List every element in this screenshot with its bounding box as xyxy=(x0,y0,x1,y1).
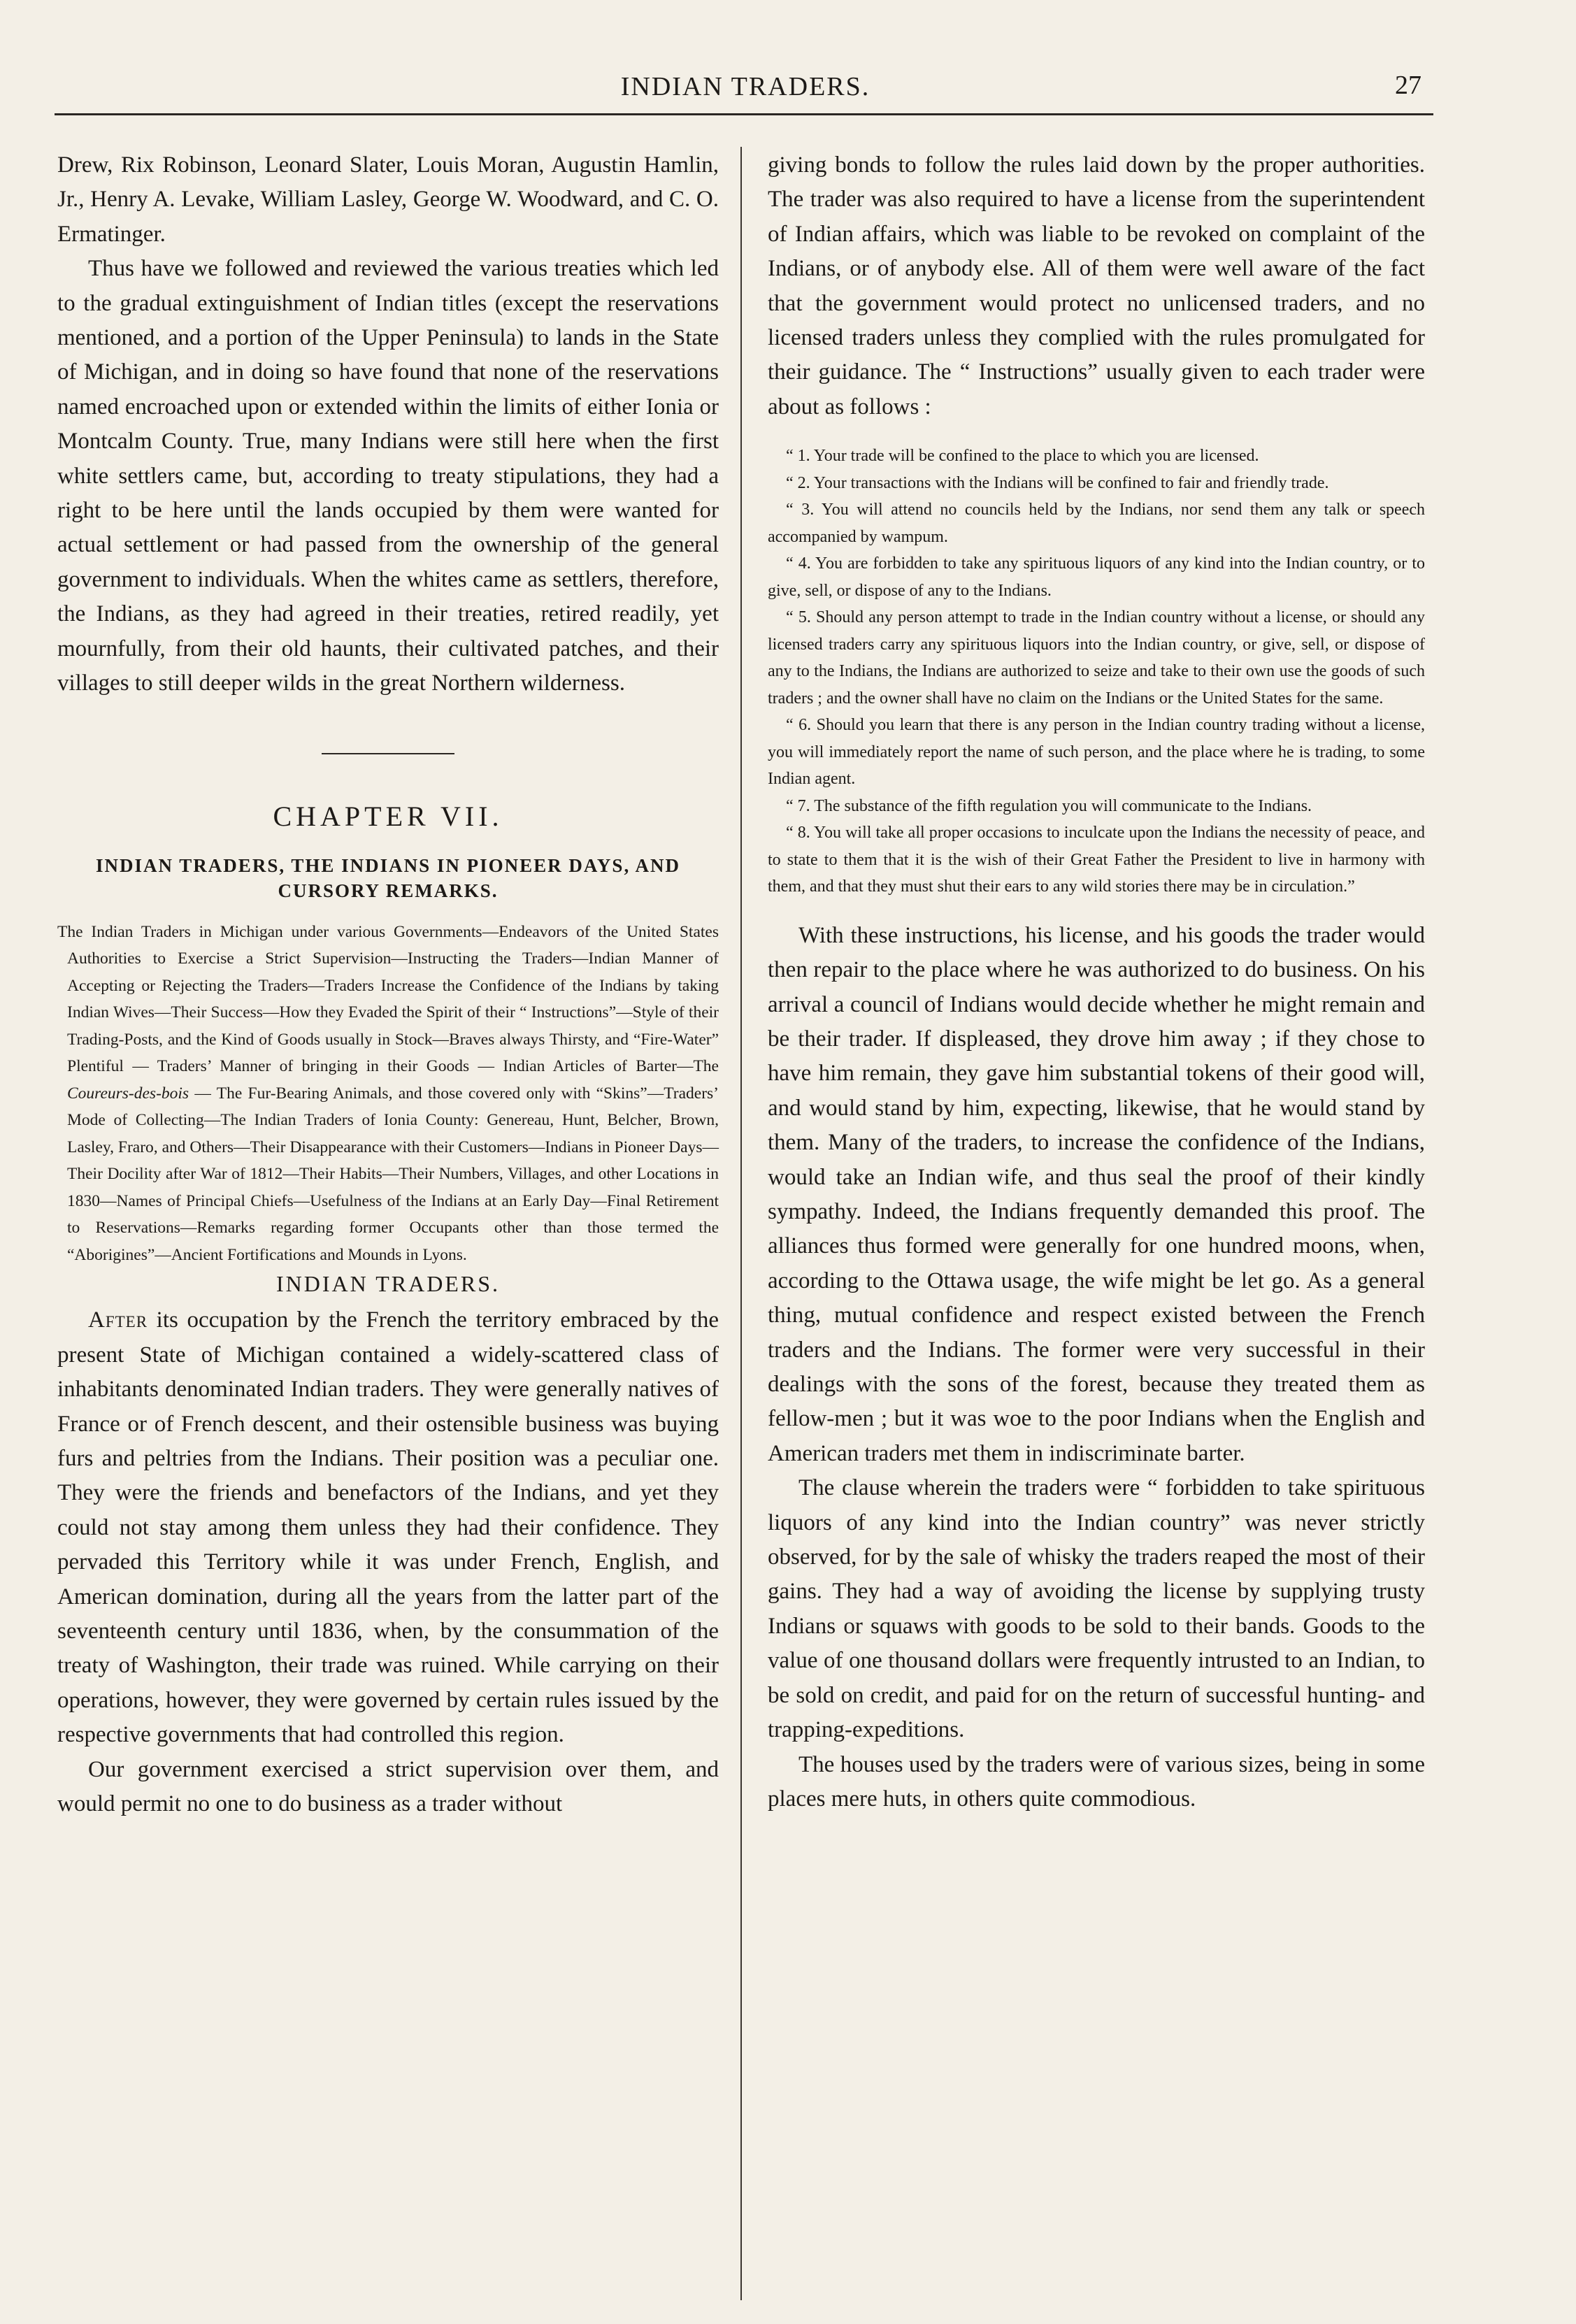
instruction-item: “ 7. The substance of the fifth regulation you will communicate to the Indians. xyxy=(786,796,1312,815)
instruction-item: “ 3. You will attend no councils held by the Indians, nor send them any talk or speech accompanied by wampum. xyxy=(768,501,1425,546)
paragraph-names-continued: Drew, Rix Robinson, Leonard Slater, Louis Moran, Augustin Hamlin, Jr., Henry A. Levake, William Lasley, George W. Woodward, and C. O. Ermatinger. xyxy=(57,152,719,247)
instruction-item: “ 5. Should any person attempt to trade in the Indian country without a license, or should any licensed traders carry any spirituous liquors into the Indian country, or give, sell, or dispose of any to the Indians, the Indians are authorized to seize and take to their own use the goods of such traders ; and the owner shall have no claim on the Indians or the United States for the same. xyxy=(768,608,1425,708)
page-number: 27 xyxy=(1395,71,1421,100)
left-column xyxy=(57,148,719,1822)
chapter-synopsis xyxy=(57,919,719,1269)
paragraph-supervision: Our government exercised a strict supervision over them, and would permit no one to do business as a trader without xyxy=(57,1756,719,1817)
instruction-item: “ 4. You are forbidden to take any spirituous liquors of any kind into the Indian country, or to give, sell, or dispose of any to the Indians. xyxy=(768,554,1425,600)
paragraph-body: its occupation by the French the territory embraced by the present State of Michigan contained a widely-scattered class of inhabitants denominated Indian traders. They were generally natives of France or of French descent, and their ostensible business was buying furs and peltries from the Indians. Their position was a peculiar one. They were the friends and benefactors of the Indians, and yet they could not stay among them unless they had their confidence. They pervaded this Territory while it was under French, English, and American domination, during all the years from the latter part of the seventeenth century until 1836, when, by the consummation of the treaty of Washington, their trade was ruined. While carrying on their operations, however, they were governed by certain rules issued by the respective governments that had controlled this region. xyxy=(57,1307,719,1748)
running-head: INDIAN TRADERS. xyxy=(620,72,871,101)
synopsis-italic-term: Coureurs-des-bois xyxy=(67,1084,189,1103)
paragraph-houses: The houses used by the traders were of various sizes, being in some places mere huts, in others quite commodious. xyxy=(768,1751,1425,1812)
instruction-item: “ 6. Should you learn that there is any person in the Indian country trading without a license, you will immediately report the name of such person, and the place where he is trading, to some Indian agent. xyxy=(768,716,1425,789)
paragraph-clause: The clause wherein the traders were “ forbidden to take spirituous liquors of any kind into the Indian country” was never strictly observed, for by the sale of whisky the traders reaped the most of their gains. They had a way of avoiding the license by supplying trusty Indians or squaws with goods to be sold to their bands. Goods to the value of one thousand dollars were frequently intrusted to an Indian, to be sold on credit, and paid for on the return of successful hunting- and trapping-expeditions. xyxy=(768,1475,1425,1743)
paragraph-treaties: Thus have we followed and reviewed the various treaties which led to the gradual extinguishment of Indian titles (except the reservations mentioned, and a portion of the Upper Peninsula) to lands in the State of Michigan, and in doing so have found that none of the reservations named encroached upon or extended within the limits of either Ionia or Montcalm County. True, many Indians were still here when the first white settlers came, but, according to treaty stipulations, they had a right to be here until the lands occupied by them were wanted for actual settlement or had passed from the ownership of the general government to individuals. When the whites came as settlers, therefore, the Indians, as they had agreed in their treaties, retired readily, yet mournfully, from their old haunts, their cultivated patches, and their villages to still deeper wilds in the great Northern wilderness. xyxy=(57,256,719,696)
synopsis-part-b: — The Fur-Bearing Animals, and those covered only with “Skins”—Traders’ Mode of Collecting—The Indian Traders of Ionia County: Genereau, Hunt, Belcher, Brown, Lasley, Fraro, and Others—Their Disappearance with their Customers—Indians in Pioneer Days—Their Docility after War of 1812—Their Habits—Their Numbers, Villages, and other Locations in 1830—Names of Principal Chiefs—Usefulness of the Indians at an Early Day—Final Retirement to Reservations—Remarks regarding former Occupants other than those termed the “Aborigines”—Ancient Fortifications and Mounds in Lyons. xyxy=(67,1084,719,1264)
paragraph-after-occupation xyxy=(57,1303,719,1752)
chapter-title: CHAPTER VII. xyxy=(273,800,503,832)
lead-word: After xyxy=(88,1307,148,1333)
synopsis-part-a: The Indian Traders in Michigan under various Governments—Endeavors of the United States Authorities to Exercise a Strict Supervision—Instructing the Traders—Indian Manner of Accepting or Rejecting the Traders—Traders Increase the Confidence of the Indians by taking Indian Wives—Their Success—How they Evaded the Spirit of their “ Instructions”—Style of their Trading-Posts, and the Kind of Goods usually in Stock—Braves always Thirsty, and “Fire-Water” Plentiful — Traders’ Manner of bringing in their Goods — Indian Articles of Barter—The xyxy=(57,922,719,1076)
instructions-list xyxy=(768,443,1425,901)
chapter-subtitle: INDIAN TRADERS, THE INDIANS IN PIONEER DAYS, AND CURSORY REMARKS. xyxy=(96,854,680,901)
column-divider xyxy=(740,147,742,2300)
section-rule xyxy=(322,753,454,754)
instruction-item: “ 8. You will take all proper occasions to inculcate upon the Indians the necessity of peace, and to state to them that it is the wish of their Great Father the President to live in harmony with them, and that they must shut their ears to any wild stories there may be in circulation.” xyxy=(768,824,1425,896)
paragraph-bonds: giving bonds to follow the rules laid down by the proper authorities. The trader was also required to have a license from the superintendent of Indian affairs, which was liable to be revoked on complaint of the Indians, or of anybody else. All of them were well aware of the fact that the government would protect no unlicensed traders, and no licensed traders unless they complied with the rules promulgated for their guidance. The “ Instructions” usually given to each trader were about as follows : xyxy=(768,152,1425,419)
right-column xyxy=(768,148,1425,1816)
section-heading: INDIAN TRADERS. xyxy=(276,1271,500,1297)
instruction-item: “ 2. Your transactions with the Indians will be confined to fair and friendly trade. xyxy=(786,473,1329,492)
instruction-item: “ 1. Your trade will be confined to the place to which you are licensed. xyxy=(786,447,1259,466)
paragraph-with-these: With these instructions, his license, and his goods the trader would then repair to the place where he was authorized to do business. On his arrival a council of Indians would decide whether he might remain and be their trader. If displeased, they drove him away ; if they chose to have him remain, they gave him substantial tokens of their good will, and would stand by him, expecting, likewise, that he would stand by them. Many of the traders, to increase the confidence of the Indians, would take an Indian wife, and thus seal the proof of their kindly sympathy. Indeed, the Indians frequently demanded this proof. The alliances thus formed were generally for one hundred moons, when, according to the Ottawa usage, the wife might be let go. As a general thing, mutual confidence and respect existed between the French traders and the Indians. The former were very successful in their dealings with the sons of the forest, because they treated them as fellow-men ; but it was woe to the poor Indians when the English and American traders met them in indiscriminate barter. xyxy=(768,922,1425,1466)
header-rule xyxy=(55,113,1433,115)
